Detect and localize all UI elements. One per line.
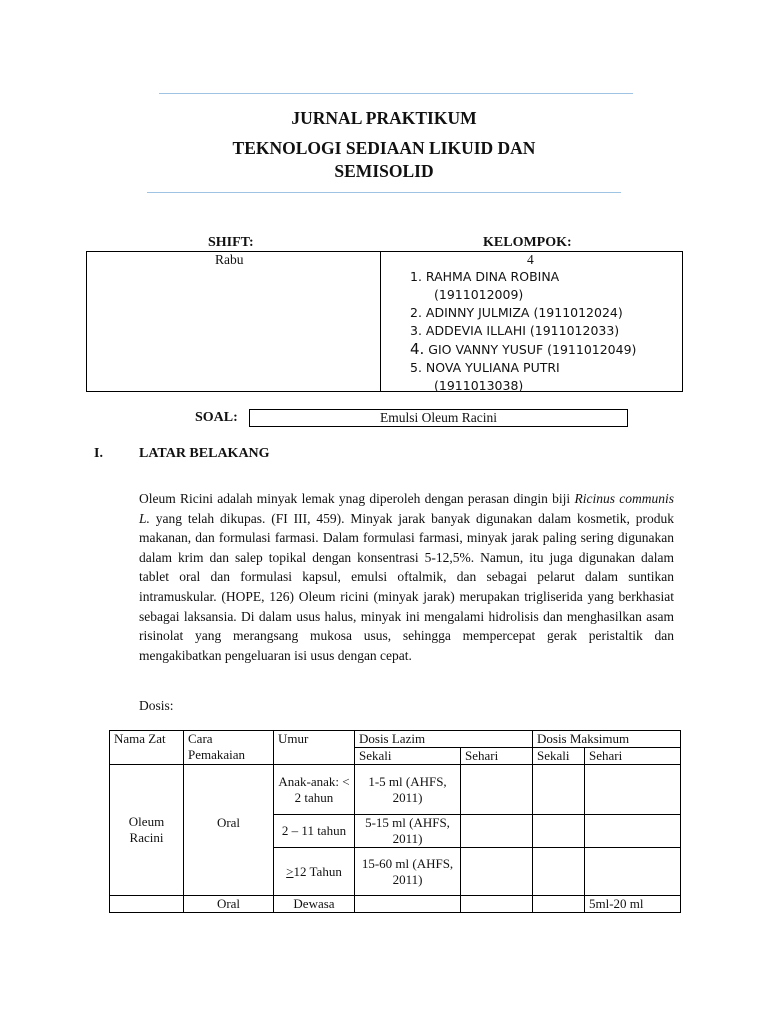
header-nama: Nama Zat <box>110 731 184 765</box>
soal-value: Emulsi Oleum Racini <box>249 409 628 427</box>
table-row <box>110 896 681 913</box>
cell-empty <box>461 815 533 848</box>
cell-empty <box>585 848 681 896</box>
member-item: 1. RAHMA DINA ROBINA <box>410 269 560 284</box>
shift-label: SHIFT: <box>208 235 254 250</box>
header-cara: Cara Pemakaian <box>184 731 274 765</box>
header-sehari: Sehari <box>461 748 533 765</box>
table-row <box>110 765 681 815</box>
kelompok-value: 4 <box>527 252 534 267</box>
cell-umur: >12 Tahun <box>274 848 355 896</box>
cell-lazim-sekali: 15-60 ml (AHFS, 2011) <box>355 848 461 896</box>
title-bottom-rule <box>147 192 621 193</box>
cell-empty <box>533 815 585 848</box>
title-line-2: TEKNOLOGI SEDIAAN LIKUID DAN <box>232 138 536 158</box>
cell-cara: Oral <box>184 765 274 896</box>
cell-zat: Oleum Racini <box>110 765 184 896</box>
cell-empty <box>585 765 681 815</box>
cell-empty <box>533 765 585 815</box>
dosis-label: Dosis: <box>139 698 174 713</box>
cell-maks-sehari: 5ml-20 ml <box>585 896 681 913</box>
dose-table <box>109 730 681 913</box>
member-list <box>410 268 636 395</box>
cell-cara: Oral <box>184 896 274 913</box>
cell-lazim-sekali: 5-15 ml (AHFS, 2011) <box>355 815 461 848</box>
header-sehari: Sehari <box>585 748 681 765</box>
cell-umur: 2 – 11 tahun <box>274 815 355 848</box>
cell-empty <box>461 848 533 896</box>
cell-lazim-sekali: 1-5 ml (AHFS, 2011) <box>355 765 461 815</box>
cell-empty <box>585 815 681 848</box>
cell-empty <box>533 848 585 896</box>
cell-umur: Dewasa <box>274 896 355 913</box>
kelompok-label: KELOMPOK: <box>483 235 572 250</box>
info-box-divider <box>380 251 381 392</box>
background-paragraph: Oleum Ricini adalah minyak lemak ynag diperoleh dengan perasan dingin biji Ricinus communis L. yang telah dikupas. (FI III, 459). Minyak jarak banyak digunakan dalam kosmetik, produk makanan, dan formulasi farmasi. Dalam formulasi farmasi, minyak jarak paling sering digunakan dalam krim dan salep topikal dengan konsentrasi 5-12,5%. Namun, itu juga digunakan dalam tablet oral dan formulasi kapsul, emulsi oftalmik, dan sebagai pelarut dalam suntikan intramuskular. (HOPE, 126) Oleum ricini (minyak jarak) merupakan trigliserida yang berkhasiat sebagai laksansia. Di dalam usus halus, minyak ini mengalami hidrolisis dan menghasilkan asam risinolat yang merangsang mukosa usus, sehingga mempercepat gerak peristaltik dan mengakibatkan pengeluaran isi usus dengan cepat. <box>139 491 674 663</box>
header-sekali: Sekali <box>533 748 585 765</box>
cell-empty <box>461 896 533 913</box>
cell-empty <box>110 896 184 913</box>
cell-empty <box>461 765 533 815</box>
header-dosis-lazim: Dosis Lazim <box>355 731 533 748</box>
section-number: I. <box>94 446 103 461</box>
table-row <box>110 731 681 748</box>
member-item-nim: (1911013038) <box>434 378 524 393</box>
soal-label: SOAL: <box>195 410 238 425</box>
title-line-3: SEMISOLID <box>334 161 434 181</box>
cell-empty <box>355 896 461 913</box>
header-umur: Umur <box>274 731 355 765</box>
shift-value: Rabu <box>215 252 244 267</box>
member-item: 4. GIO VANNY YUSUF (1911012049) <box>410 340 637 358</box>
member-item: 2. ADINNY JULMIZA (1911012024) <box>410 305 623 320</box>
top-rule <box>159 93 633 94</box>
species-name: Ricinus communis L. <box>139 491 674 526</box>
header-sekali: Sekali <box>355 748 461 765</box>
cell-empty <box>533 896 585 913</box>
cell-umur: Anak-anak: < 2 tahun <box>274 765 355 815</box>
header-dosis-maksimum: Dosis Maksimum <box>533 731 681 748</box>
member-item-nim: (1911012009) <box>434 287 524 302</box>
section-title: LATAR BELAKANG <box>139 446 270 461</box>
member-item: 5. NOVA YULIANA PUTRI <box>410 360 560 375</box>
title-line-1: JURNAL PRAKTIKUM <box>291 108 477 128</box>
member-item: 3. ADDEVIA ILLAHI (1911012033) <box>410 323 620 338</box>
